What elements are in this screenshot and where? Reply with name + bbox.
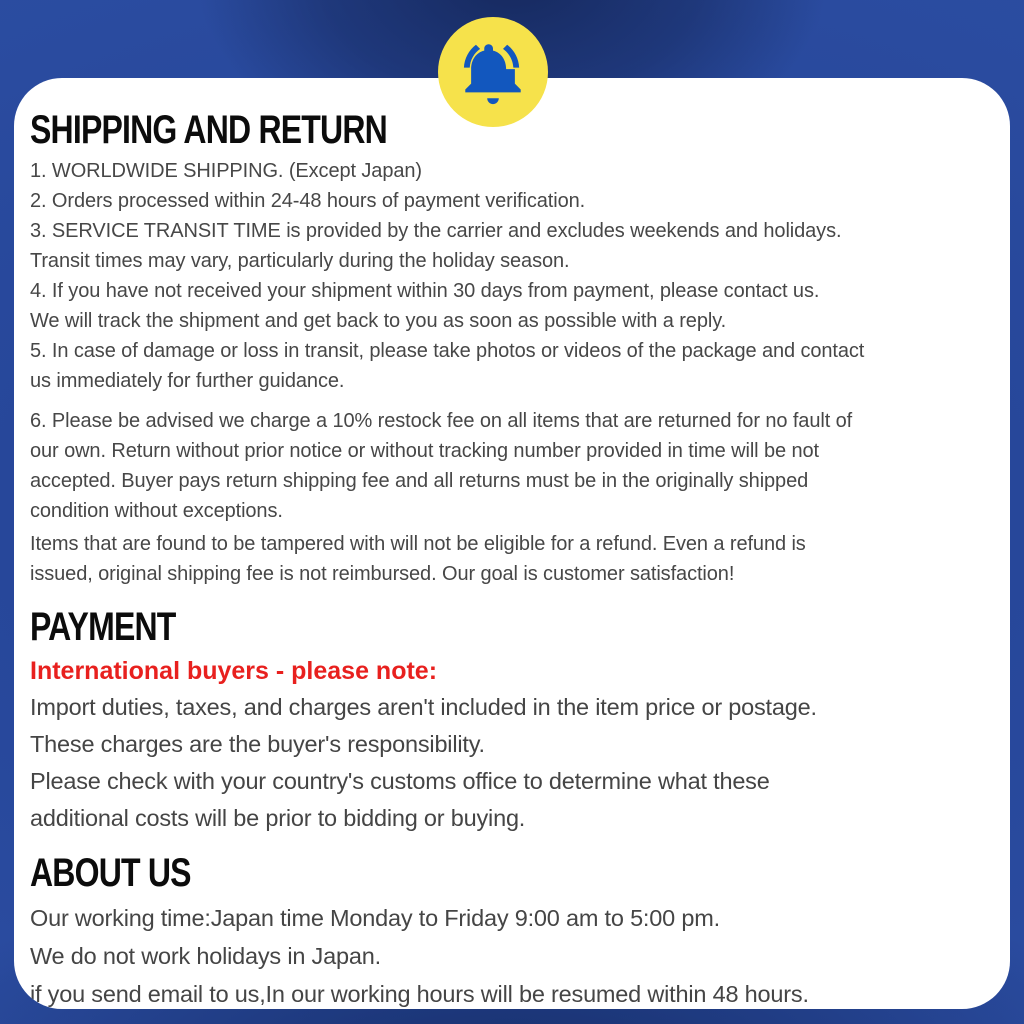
payment-section-body xyxy=(30,689,988,837)
policy-line: 3. SERVICE TRANSIT TIME is provided by the carrier and excludes weekends and holidays. xyxy=(30,220,842,242)
shipping-section-body xyxy=(30,156,988,589)
policy-line: us immediately for further guidance. xyxy=(30,370,345,392)
policy-line: 2. Orders processed within 24-48 hours of payment verification. xyxy=(30,190,586,212)
policy-line: We do not work holidays in Japan. xyxy=(30,943,381,969)
policy-line: additional costs will be prior to bidding or buying. xyxy=(30,805,526,831)
notification-badge xyxy=(438,17,548,127)
policy-line: Our working time:Japan time Monday to Friday 9:00 am to 5:00 pm. xyxy=(30,905,720,931)
policy-line: if you send email to us,In our working hours will be resumed within 48 hours. xyxy=(30,981,809,1007)
policy-line: 4. If you have not received your shipment within 30 days from payment, please contact us. xyxy=(30,280,820,302)
policy-line: Please check with your country's customs office to determine what these xyxy=(30,768,770,794)
policy-line: 6. Please be advised we charge a 10% restock fee on all items that are returned for no fault of xyxy=(30,410,853,432)
policy-line: condition without exceptions. xyxy=(30,500,283,522)
policy-line: issued, original shipping fee is not reimbursed. Our goal is customer satisfaction! xyxy=(30,563,735,585)
policy-line: These charges are the buyer's responsibility. xyxy=(30,731,485,757)
payment-section-heading: PAYMENT xyxy=(30,605,176,649)
policy-line: We will track the shipment and get back to you as soon as possible with a reply. xyxy=(30,310,727,332)
policy-line: accepted. Buyer pays return shipping fee and all returns must be in the originally shipped xyxy=(30,470,809,492)
about-section-heading: ABOUT US xyxy=(30,851,191,895)
about-section-body xyxy=(30,899,988,1009)
policy-line: 5. In case of damage or loss in transit, please take photos or videos of the package and contact xyxy=(30,340,865,362)
policy-line: 1. WORLDWIDE SHIPPING. (Except Japan) xyxy=(30,160,422,182)
policy-card xyxy=(14,78,1010,1009)
policy-line: Import duties, taxes, and charges aren't included in the item price or postage. xyxy=(30,694,817,720)
international-buyers-note: International buyers - please note: xyxy=(30,657,438,685)
shipping-section-heading: SHIPPING AND RETURN xyxy=(30,108,387,152)
policy-line: our own. Return without prior notice or without tracking number provided in time will be not xyxy=(30,440,819,462)
policy-line: Items that are found to be tampered with will not be eligible for a refund. Even a refund is xyxy=(30,533,806,555)
policy-line: Transit times may vary, particularly during the holiday season. xyxy=(30,250,570,272)
bell-icon xyxy=(458,37,528,107)
